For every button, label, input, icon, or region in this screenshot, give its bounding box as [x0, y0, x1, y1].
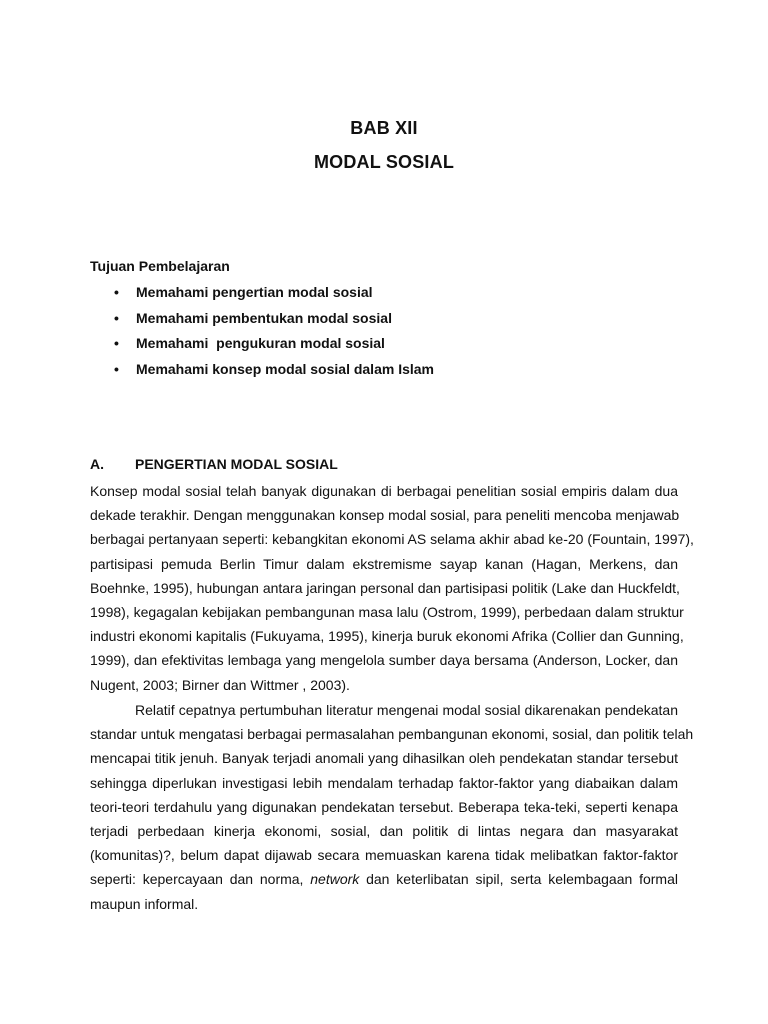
- text-line: terjadi perbedaan kinerja ekonomi, sosial, dan politik di lintas negara dan masyarakat: [90, 822, 678, 839]
- text-line: teori-teori terdahulu yang digunakan pendekatan tersebut. Beberapa teka-teki, seperti kenapa: [90, 798, 678, 815]
- objective-item: [90, 357, 434, 383]
- text-line: maupun informal.: [90, 895, 199, 912]
- section-title: PENGERTIAN MODAL SOSIAL: [135, 456, 338, 472]
- objective-item: [90, 280, 434, 306]
- objective-text: Memahami konsep modal sosial dalam Islam: [136, 360, 434, 377]
- objectives-heading: Tujuan Pembelajaran: [90, 258, 230, 274]
- text-line: mencapai titik jenuh. Banyak terjadi anomali yang dihasilkan oleh pendekatan standar tersebut: [90, 750, 678, 767]
- italic-term: network: [310, 871, 360, 888]
- text-line: partisipasi pemuda Berlin Timur dalam ekstremisme sayap kanan (Hagan, Merkens, dan: [90, 555, 678, 572]
- text-line: Boehnke, 1995), hubungan antara jaringan personal dan partisipasi politik (Lake dan Huckfeldt,: [90, 579, 680, 596]
- text-segment: seperti: kepercayaan dan norma,: [90, 871, 311, 888]
- objective-item: [90, 306, 434, 332]
- text-line: standar untuk mengatasi berbagai permasalahan pembangunan ekonomi, sosial, dan politik telah: [90, 726, 694, 743]
- text-line: (komunitas)?, belum dapat dijawab secara memuaskan karena tidak melibatkan faktor-faktor: [90, 847, 678, 864]
- paragraph-1: [90, 479, 694, 697]
- text-line: 1998), kegagalan kebijakan pembangunan masa lalu (Ostrom, 1999), perbedaan dalam struktur: [90, 603, 684, 620]
- bullet-icon: •: [114, 360, 119, 377]
- section-heading: [90, 456, 338, 472]
- objective-text: Memahami pengertian modal sosial: [136, 284, 373, 300]
- bullet-icon: •: [114, 284, 119, 300]
- text-line: 1999), dan efektivitas lembaga yang mengelola sumber daya bersama (Anderson, Locker, dan: [90, 652, 678, 669]
- text-line: Nugent, 2003; Birner dan Wittmer , 2003).: [90, 676, 350, 693]
- text-line: [90, 867, 678, 891]
- text-line: industri ekonomi kapitalis (Fukuyama, 1995), kinerja buruk ekonomi Afrika (Collier dan Gunning,: [90, 628, 684, 645]
- bullet-icon: •: [114, 335, 119, 351]
- chapter-title: MODAL SOSIAL: [313, 152, 455, 172]
- text-line: berbagai pertanyaan seperti: kebangkitan ekonomi AS selama akhir abad ke-20 (Fountain, 1997),: [90, 531, 694, 548]
- objective-text: Memahami pembentukan modal sosial: [136, 309, 392, 326]
- text-line: dekade terakhir. Dengan menggunakan konsep modal sosial, para peneliti mencoba menjawab: [90, 507, 680, 524]
- objectives-list: [90, 280, 434, 382]
- text-line: Konsep modal sosial telah banyak digunakan di berbagai penelitian sosial empiris dalam dua: [90, 483, 678, 499]
- chapter-number: BAB XII: [350, 118, 418, 138]
- text-line: Relatif cepatnya pertumbuhan literatur mengenai modal sosial dikarenakan pendekatan: [135, 702, 678, 718]
- text-segment: dan keterlibatan sipil, serta kelembagaan formal: [359, 871, 678, 888]
- objective-item: [90, 331, 434, 357]
- text-line: sehingga diperlukan investigasi lebih mendalam terhadap faktor-faktor yang diabaikan dalam: [90, 774, 678, 791]
- bullet-icon: •: [114, 309, 119, 326]
- paragraph-2: [90, 698, 694, 916]
- objective-text: Memahami pengukuran modal sosial: [136, 335, 385, 351]
- section-number: A.: [90, 456, 104, 472]
